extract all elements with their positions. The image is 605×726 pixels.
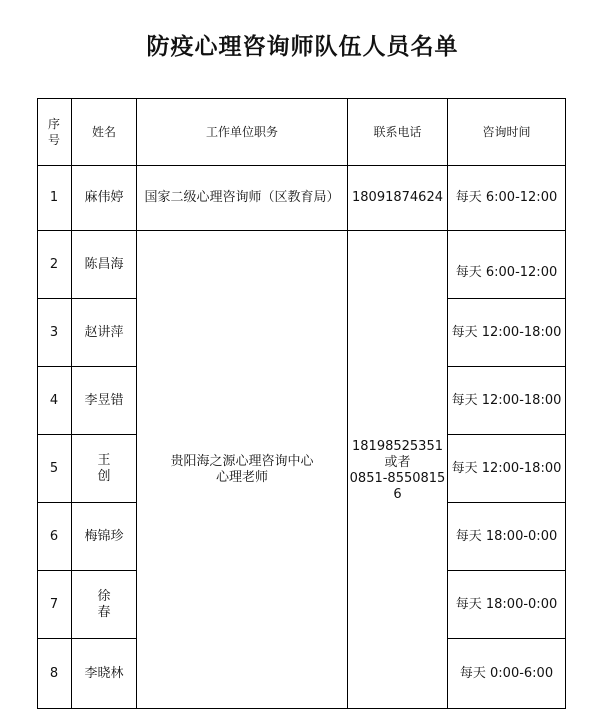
row-5-seq: 5: [37, 435, 72, 503]
header-time: 咨询时间: [448, 98, 566, 166]
row-3-name: 赵讲萍: [72, 299, 137, 367]
group-unit-line2: 心理老师: [215, 469, 268, 485]
row-8-seq: 8: [37, 639, 72, 709]
row-3-seq: 3: [37, 299, 72, 367]
row-6-time: 每天 18:00-0:00: [448, 503, 566, 571]
group-unit-line1: 贵阳海之源心理咨询中心: [170, 453, 314, 469]
row-2-seq: 2: [37, 231, 72, 299]
row-4-time: 每天 12:00-18:00: [448, 367, 566, 435]
header-unit: 工作单位职务: [137, 98, 348, 166]
row-7-name: [72, 571, 137, 639]
header-seq-line1: 序: [47, 116, 60, 131]
row-7-name-text: 徐 春: [97, 588, 135, 620]
header-seq-line2: 号: [47, 132, 60, 147]
group-phone-line3: 0851-8550815: [349, 470, 446, 486]
group-phone-line1: 18198525351: [352, 438, 443, 454]
row-5-time: 每天 12:00-18:00: [448, 435, 566, 503]
row-1-seq: 1: [37, 166, 72, 231]
row-1-unit: 国家二级心理咨询师（区教育局）: [137, 166, 348, 231]
row-1-time: 每天 6:00-12:00: [448, 166, 566, 231]
row-3-time: 每天 12:00-18:00: [448, 299, 566, 367]
row-2-name: 陈昌海: [72, 231, 137, 299]
row-1-name: 麻伟婷: [72, 166, 137, 231]
row-1-phone: 18091874624: [348, 166, 448, 231]
row-5-name: [72, 435, 137, 503]
row-7-time: 每天 18:00-0:00: [448, 571, 566, 639]
page-title: 防疫心理咨询师队伍人员名单: [146, 33, 459, 60]
row-5-name-text: 王 创: [97, 452, 135, 484]
group-phone-line4: 6: [393, 486, 402, 502]
row-4-name: 李昱错: [72, 367, 137, 435]
header-seq: [37, 98, 72, 166]
row-2-time: 每天 6:00-12:00: [448, 231, 566, 299]
header-phone: 联系电话: [348, 98, 448, 166]
row-4-seq: 4: [37, 367, 72, 435]
row-8-name: 李晓林: [72, 639, 137, 709]
group-phone-line2: 或者: [384, 454, 411, 470]
row-7-seq: 7: [37, 571, 72, 639]
group-unit: [137, 231, 348, 709]
row-6-seq: 6: [37, 503, 72, 571]
row-8-time: 每天 0:00-6:00: [448, 639, 566, 709]
header-name: 姓名: [72, 98, 137, 166]
group-phone: [348, 231, 448, 709]
row-6-name: 梅锦珍: [72, 503, 137, 571]
